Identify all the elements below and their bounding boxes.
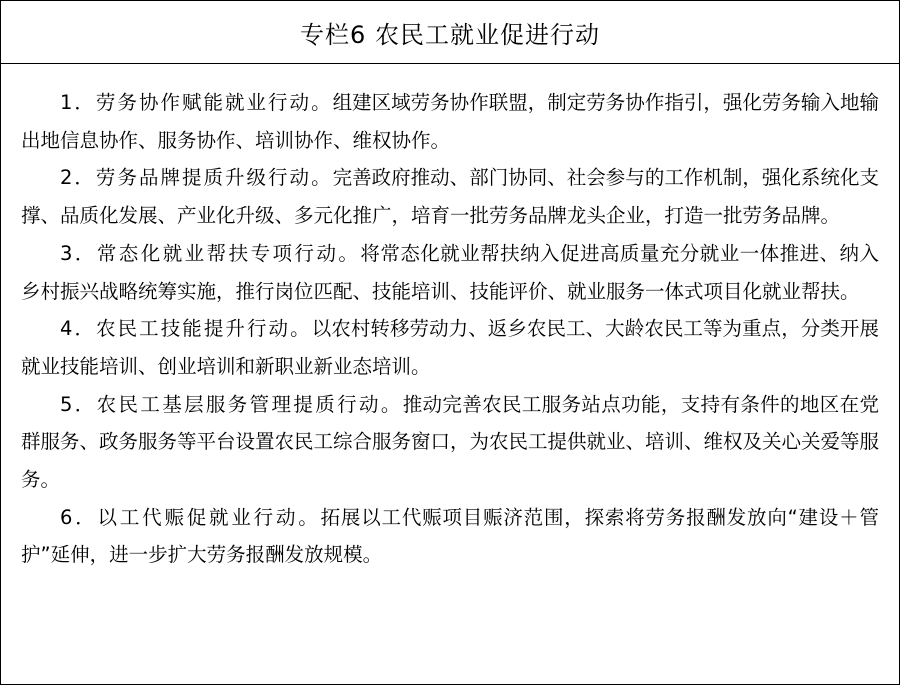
action-heading: 5．农民工基层服务管理提质行动。 xyxy=(60,392,403,416)
action-body: 以农村转移劳动力、返乡农民工、大龄农民工等为重点，分类开展就业技能培训、创业培训和新职业新业态培训。 xyxy=(21,317,879,378)
action-item-5 xyxy=(21,386,879,499)
action-item-1 xyxy=(21,84,879,159)
action-body: 将常态化就业帮扶纳入促进高质量充分就业一体推进、纳入乡村振兴战略统筹实施，推行岗位匹配、技能培训、技能评价、就业服务一体式项目化就业帮扶。 xyxy=(21,241,879,303)
action-item-3 xyxy=(21,235,879,310)
column-title: 专栏6 农民工就业促进行动 xyxy=(1,1,899,64)
action-heading: 1．劳务协作赋能就业行动。 xyxy=(60,91,333,114)
action-heading: 6．以工代赈促就业行动。 xyxy=(60,505,321,529)
action-heading: 3．常态化就业帮扶专项行动。 xyxy=(60,241,361,265)
column-content xyxy=(1,64,899,574)
action-item-4 xyxy=(21,310,879,385)
action-heading: 4．农民工技能提升行动。 xyxy=(60,317,312,341)
action-body: 完善政府推动、部门协同、社会参与的工作机制，强化系统化支撑、品质化发展、产业化升级、多元化推广，培育一批劳务品牌龙头企业，打造一批劳务品牌。 xyxy=(21,166,879,228)
action-body: 推动完善农民工服务站点功能，支持有条件的地区在党群服务、政务服务等平台设置农民工综合服务窗口，为农民工提供就业、培训、维权及关心关爱等服务。 xyxy=(21,392,880,492)
action-item-2 xyxy=(21,159,879,234)
action-body: 拓展以工代赈项目赈济范围，探索将劳务报酬发放向“建设＋管护”延伸，进一步扩大劳务报酬发放规模。 xyxy=(21,505,879,567)
action-heading: 2．劳务品牌提质升级行动。 xyxy=(60,166,333,190)
action-body: 组建区域劳务协作联盟，制定劳务协作指引，强化劳务输入地输出地信息协作、服务协作、培训协作、维权协作。 xyxy=(21,91,879,152)
action-item-6 xyxy=(21,499,879,574)
